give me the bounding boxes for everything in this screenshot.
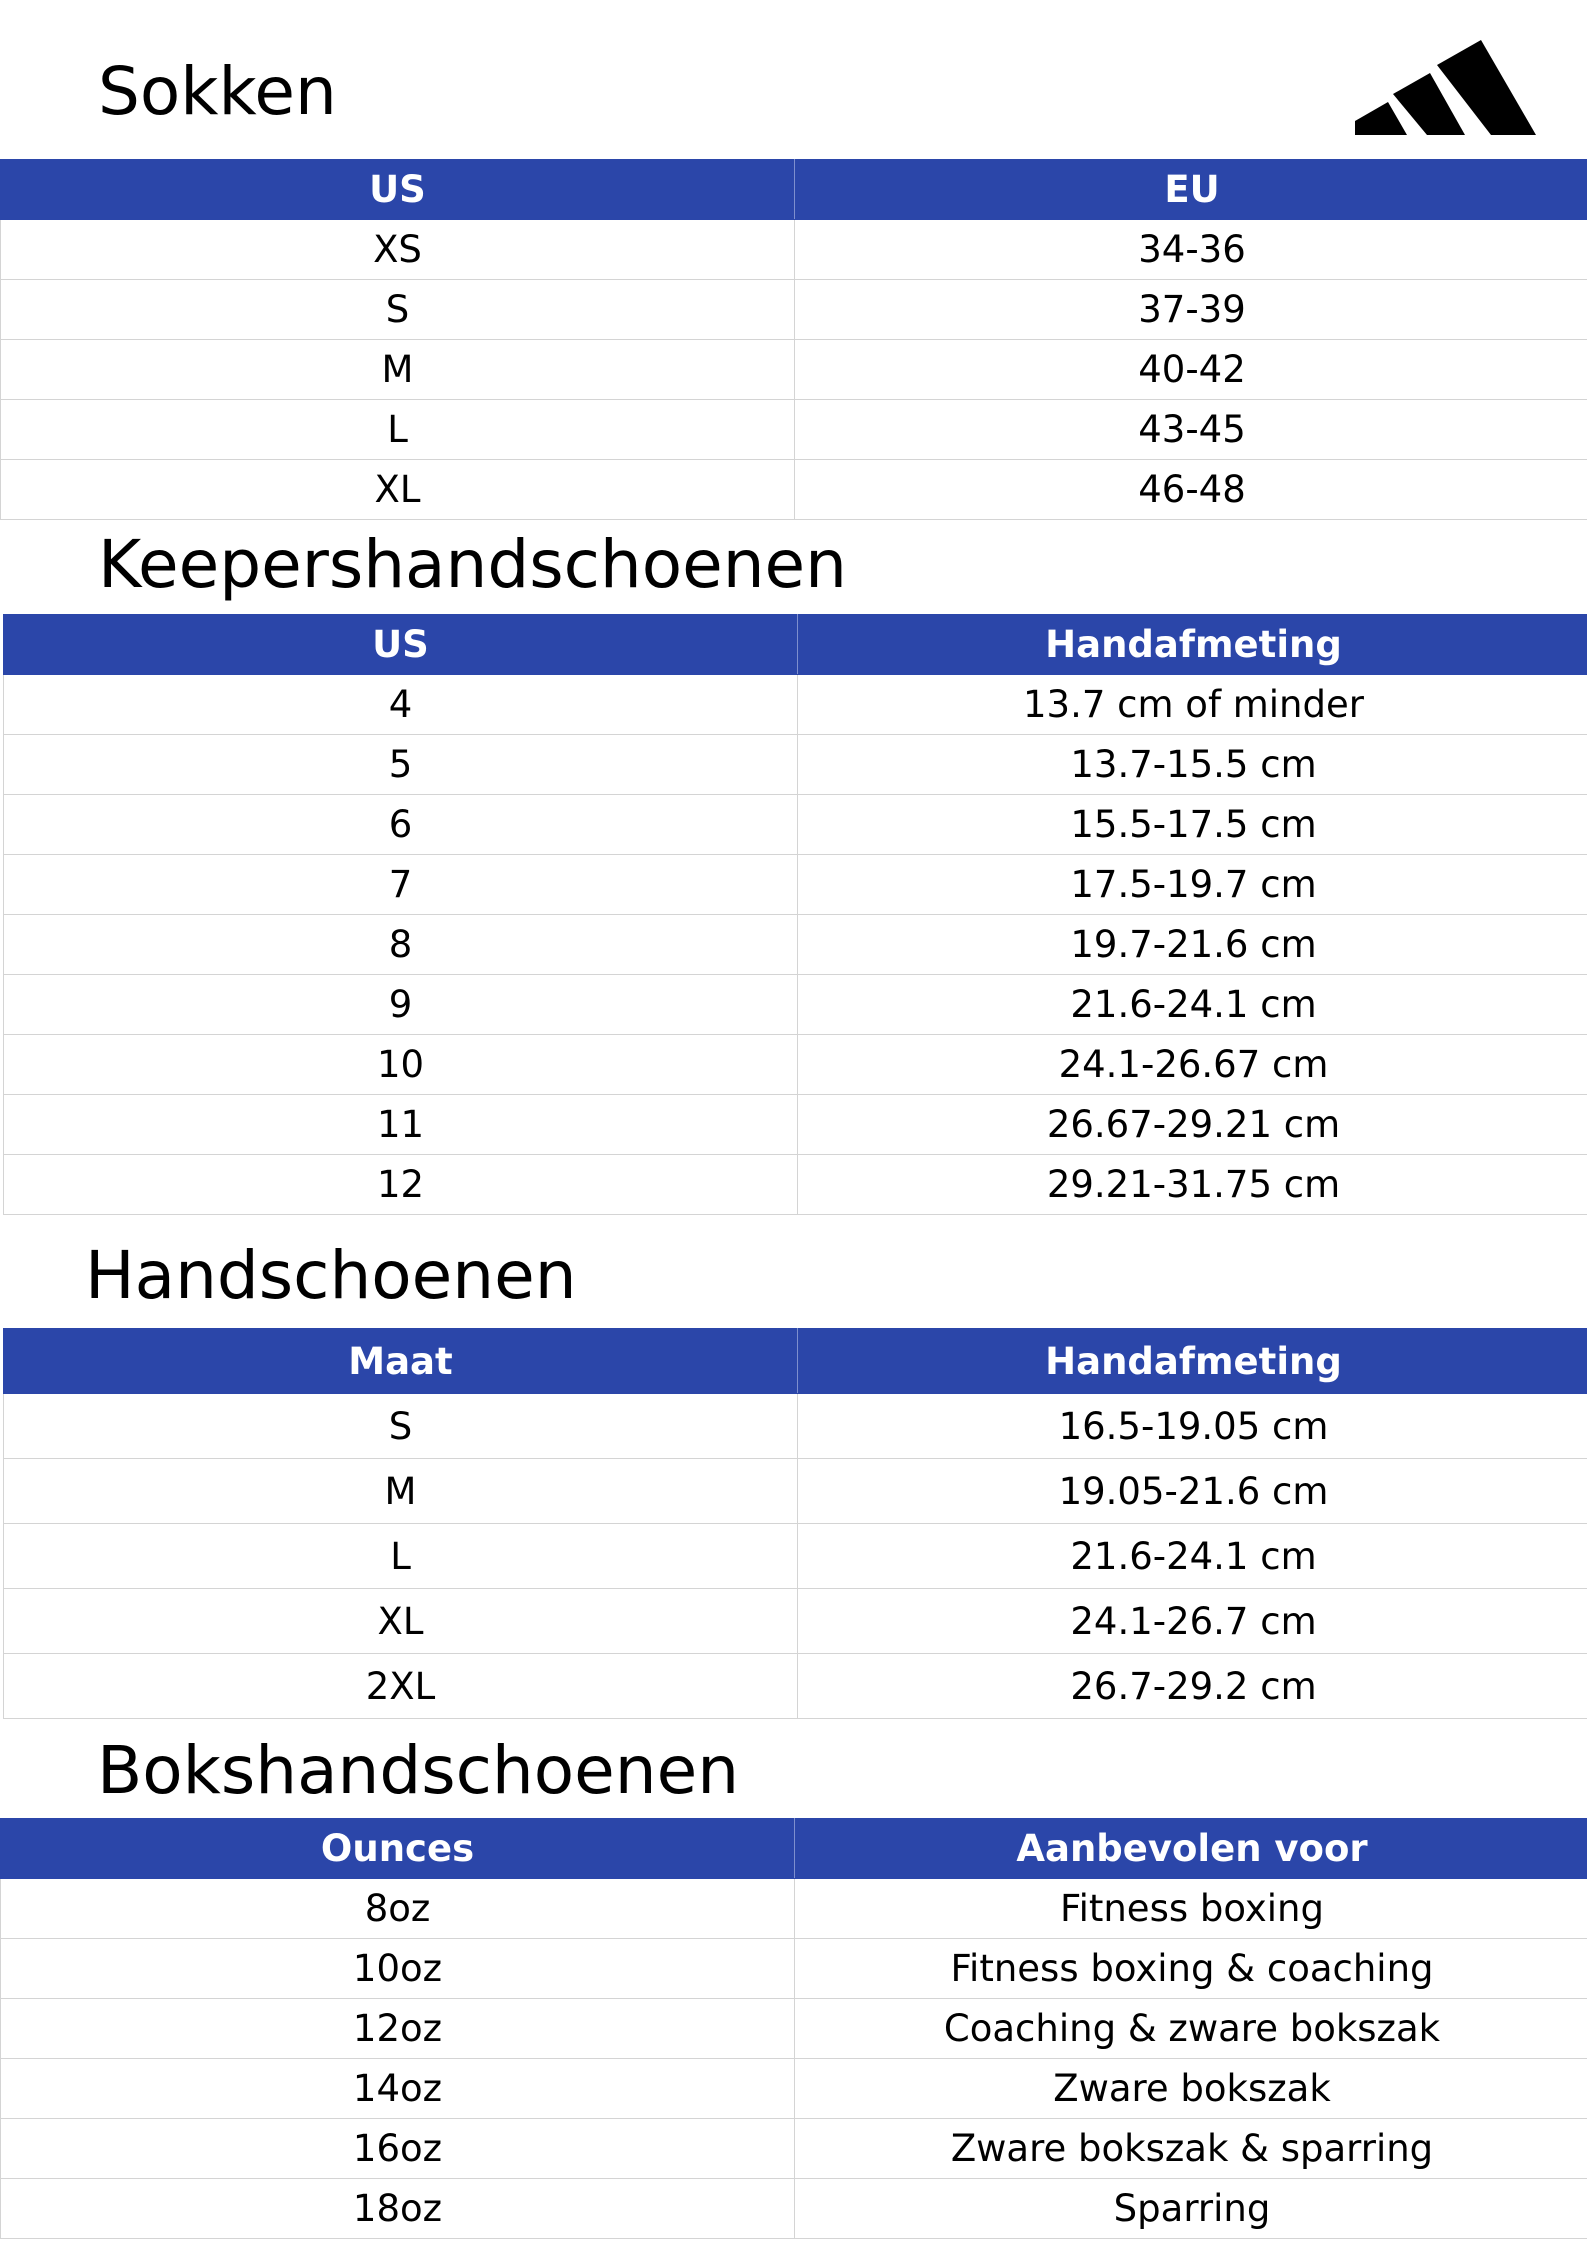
table-row xyxy=(4,1035,1587,1095)
table-cell: 26.67-29.21 cm xyxy=(798,1095,1587,1155)
table-cell: 10 xyxy=(4,1035,798,1095)
section-title-sokken: Sokken xyxy=(98,53,337,130)
table-cell: 8 xyxy=(4,915,798,975)
table-row xyxy=(4,1459,1587,1524)
table-cell: 6 xyxy=(4,795,798,855)
table-cell: 18oz xyxy=(1,2179,795,2239)
table-cell: 21.6-24.1 cm xyxy=(798,975,1587,1035)
table-cell: 43-45 xyxy=(795,400,1587,460)
table-cell: S xyxy=(4,1394,798,1459)
size-table-handschoenen xyxy=(3,1328,1587,1719)
table-cell: 13.7 cm of minder xyxy=(798,675,1587,735)
table-cell: 16oz xyxy=(1,2119,795,2179)
table-row xyxy=(4,735,1587,795)
table-cell: 46-48 xyxy=(795,460,1587,520)
column-header: US xyxy=(4,615,798,675)
table-row xyxy=(1,400,1587,460)
table-row xyxy=(1,460,1587,520)
table-cell: Sparring xyxy=(795,2179,1587,2239)
column-header: Handafmeting xyxy=(798,615,1587,675)
table-cell: XL xyxy=(1,460,795,520)
table-row xyxy=(1,2179,1587,2239)
table-cell: 37-39 xyxy=(795,280,1587,340)
table-row xyxy=(4,1095,1587,1155)
table-row xyxy=(1,280,1587,340)
table-cell: Fitness boxing & coaching xyxy=(795,1939,1587,1999)
table-row xyxy=(1,220,1587,280)
table-row xyxy=(1,340,1587,400)
table-cell: 10oz xyxy=(1,1939,795,1999)
section-title-handschoenen: Handschoenen xyxy=(85,1237,577,1314)
table-cell: 24.1-26.67 cm xyxy=(798,1035,1587,1095)
table-row xyxy=(1,1939,1587,1999)
table-row xyxy=(1,1879,1587,1939)
column-header: EU xyxy=(795,160,1587,220)
table-cell: 16.5-19.05 cm xyxy=(798,1394,1587,1459)
column-header: Handafmeting xyxy=(798,1329,1587,1394)
table-cell: 26.7-29.2 cm xyxy=(798,1654,1587,1719)
table-header-row xyxy=(4,1329,1587,1394)
table-cell: 34-36 xyxy=(795,220,1587,280)
table-cell: 13.7-15.5 cm xyxy=(798,735,1587,795)
table-header-row xyxy=(1,160,1587,220)
table-cell: 19.05-21.6 cm xyxy=(798,1459,1587,1524)
table-cell: Fitness boxing xyxy=(795,1879,1587,1939)
table-cell: 11 xyxy=(4,1095,798,1155)
three-stripes-logo-icon xyxy=(1355,13,1548,135)
table-row xyxy=(1,2059,1587,2119)
table-header-row xyxy=(4,615,1587,675)
table-header-row xyxy=(1,1819,1587,1879)
size-table-keepershandschoenen xyxy=(3,614,1587,1215)
table-cell: 29.21-31.75 cm xyxy=(798,1155,1587,1215)
table-row xyxy=(4,1394,1587,1459)
section-title-keepershandschoenen: Keepershandschoenen xyxy=(98,526,847,603)
table-cell: Zware bokszak xyxy=(795,2059,1587,2119)
column-header: Aanbevolen voor xyxy=(795,1819,1587,1879)
table-cell: 12 xyxy=(4,1155,798,1215)
table-cell: 5 xyxy=(4,735,798,795)
section-title-bokshandschoenen: Bokshandschoenen xyxy=(97,1732,740,1809)
table-cell: XL xyxy=(4,1589,798,1654)
column-header: Ounces xyxy=(1,1819,795,1879)
table-cell: 15.5-17.5 cm xyxy=(798,795,1587,855)
table-row xyxy=(4,675,1587,735)
table-cell: Coaching & zware bokszak xyxy=(795,1999,1587,2059)
table-row xyxy=(4,795,1587,855)
table-row xyxy=(1,2119,1587,2179)
table-cell: M xyxy=(4,1459,798,1524)
table-cell: 9 xyxy=(4,975,798,1035)
table-cell: 4 xyxy=(4,675,798,735)
table-row xyxy=(4,1524,1587,1589)
table-cell: L xyxy=(1,400,795,460)
column-header: US xyxy=(1,160,795,220)
size-table-bokshandschoenen xyxy=(0,1818,1587,2239)
table-row xyxy=(4,1155,1587,1215)
table-row xyxy=(4,1654,1587,1719)
table-row xyxy=(4,855,1587,915)
table-cell: S xyxy=(1,280,795,340)
table-row xyxy=(4,1589,1587,1654)
table-row xyxy=(4,975,1587,1035)
table-cell: Zware bokszak & sparring xyxy=(795,2119,1587,2179)
table-cell: 24.1-26.7 cm xyxy=(798,1589,1587,1654)
table-cell: 7 xyxy=(4,855,798,915)
size-table-sokken xyxy=(0,159,1587,520)
table-cell: 14oz xyxy=(1,2059,795,2119)
table-cell: 40-42 xyxy=(795,340,1587,400)
table-cell: 12oz xyxy=(1,1999,795,2059)
column-header: Maat xyxy=(4,1329,798,1394)
table-cell: L xyxy=(4,1524,798,1589)
table-row xyxy=(4,915,1587,975)
table-cell: XS xyxy=(1,220,795,280)
table-cell: 17.5-19.7 cm xyxy=(798,855,1587,915)
table-cell: M xyxy=(1,340,795,400)
table-cell: 8oz xyxy=(1,1879,795,1939)
table-cell: 21.6-24.1 cm xyxy=(798,1524,1587,1589)
table-cell: 2XL xyxy=(4,1654,798,1719)
table-row xyxy=(1,1999,1587,2059)
table-cell: 19.7-21.6 cm xyxy=(798,915,1587,975)
